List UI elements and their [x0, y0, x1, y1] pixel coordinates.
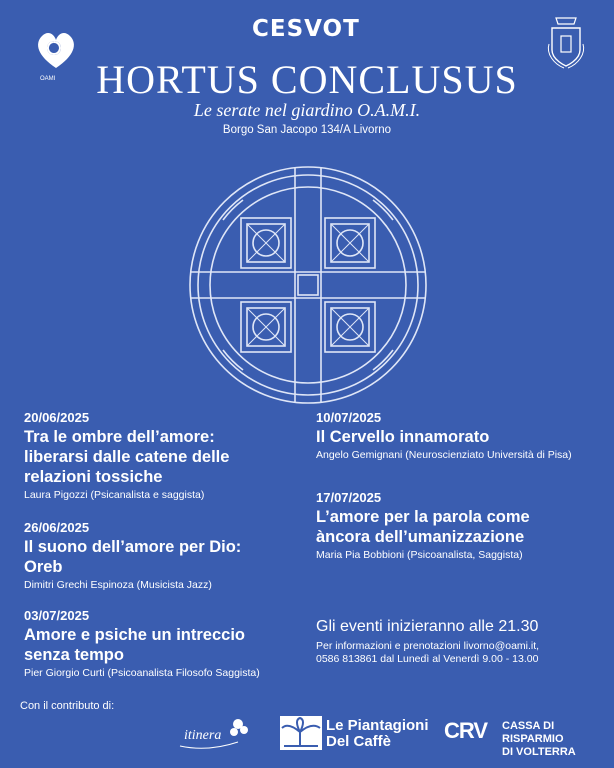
itinera-logo [178, 712, 252, 752]
event-date: 03/07/2025 [24, 608, 90, 623]
crv-line: DI VOLTERRA [502, 746, 576, 758]
piantagioni-line: Le Piantagioni [326, 717, 429, 734]
crv-text [502, 720, 604, 759]
event-title-line: Tra le ombre dell’amore: [24, 428, 215, 446]
crv-logo [444, 716, 604, 758]
event-4 [316, 410, 572, 461]
event-speaker: Maria Pia Bobbioni (Psicoanalista, Saggista) [316, 549, 523, 561]
piantagioni-line: Del Caffè [326, 733, 392, 750]
crv-mark: CRV [444, 718, 488, 743]
event-title [24, 537, 241, 577]
event-title-line: L’amore per la parola come [316, 508, 530, 526]
piantagioni-logo [280, 716, 430, 752]
event-title [24, 427, 229, 487]
event-title-line: Oreb [24, 558, 63, 576]
event-speaker: Dimitri Grechi Espinoza (Musicista Jazz) [24, 579, 212, 591]
event-title [316, 427, 572, 447]
info-hours-line: 0586 813861 dal Lunedì al Venerdì 9.00 - 13.00 [316, 653, 539, 665]
event-date: 20/06/2025 [24, 410, 90, 425]
event-title-line: Il Cervello innamorato [316, 428, 490, 446]
start-time-notice: Gli eventi inizieranno alle 21.30 [316, 618, 539, 635]
event-title [316, 507, 530, 547]
itinera-logo-text: itinera [184, 728, 222, 743]
event-speaker: Angelo Gemignani (Neuroscienziato Università di Pisa) [316, 449, 572, 461]
page-subtitle: Le serate nel giardino O.A.M.I. [193, 100, 421, 120]
cesvot-logo: CESVOT [252, 16, 360, 42]
garden-plan-illustration [183, 160, 433, 410]
event-2 [24, 520, 241, 591]
piantagioni-text [326, 718, 429, 750]
event-date: 10/07/2025 [316, 410, 382, 425]
event-title-line: senza tempo [24, 646, 124, 664]
event-speaker: Laura Pigozzi (Psicanalista e saggista) [24, 489, 205, 501]
event-title-line: Il suono dell’amore per Dio: [24, 538, 242, 556]
event-title-line: àncora dell’umanizzazione [316, 528, 525, 546]
event-title-line: relazioni tossiche [24, 468, 163, 486]
event-3 [24, 608, 260, 679]
event-1 [24, 410, 229, 501]
venue-address: Borgo San Jacopo 134/A Livorno [222, 124, 392, 136]
event-speaker: Pier Giorgio Curti (Psicoanalista Filosofo Saggista) [24, 667, 260, 679]
event-5 [316, 490, 530, 561]
page-title: HORTUS CONCLUSUS [96, 57, 518, 102]
event-date: 17/07/2025 [316, 490, 382, 505]
crv-line: CASSA DI RISPARMIO [502, 720, 564, 745]
event-title [24, 625, 260, 665]
event-title-line: liberarsi dalle catene delle [24, 448, 230, 466]
event-title-line: Amore e psiche un intreccio [24, 626, 245, 644]
info-contact-line: Per informazioni e prenotazioni livorno@oami.it, [316, 640, 540, 652]
contribution-label: Con il contributo di: [20, 700, 115, 712]
event-date: 26/06/2025 [24, 520, 90, 535]
oami-logo-text: OAMI [40, 76, 56, 82]
